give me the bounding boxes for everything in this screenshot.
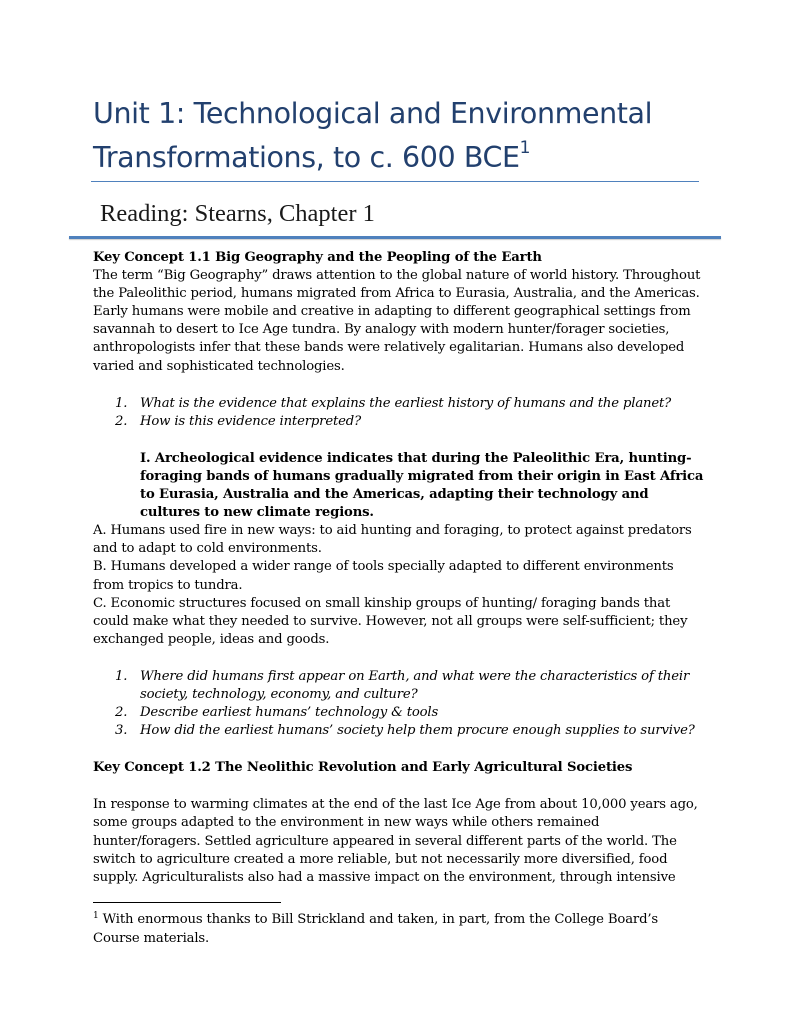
- point-b: B. Humans developed a wider range of tools specially adapted to different environments from tropics to tundra.: [93, 559, 674, 593]
- footnote: [93, 911, 693, 948]
- list-number: 2.: [115, 413, 128, 429]
- list-number: 1.: [115, 395, 128, 411]
- claim-paragraph: I. Archeological evidence indicates that during the Paleolithic Era, hunting-foraging bands of humans gradually migrated from their origin in East Africa to Eurasia, Australia and the Americas, adapting their technology and cultures to new climate regions.: [140, 450, 704, 521]
- list-item: [93, 395, 708, 413]
- question-text: How did the earliest humans’ society help them procure enough supplies to survive?: [140, 723, 695, 739]
- key-concept-1-heading: Key Concept 1.1 Big Geography and the Peopling of the Earth: [93, 250, 542, 265]
- question-text: What is the evidence that explains the earliest history of humans and the planet?: [140, 395, 672, 411]
- question-list-1: [93, 395, 708, 431]
- key-concept-1-intro: The term “Big Geography” draws attention to the global nature of world history. Throughout the Paleolithic period, humans migrated from Africa to Eurasia, Australia, and the Americas. Early humans were mobile and creative in adapting to different geographical settings from savannah to desert to Ice Age tundra. By analogy with modern hunter/forager societies, anthropologists infer that these bands were relatively egalitarian. Humans also developed varied and sophisticated technologies.: [93, 268, 701, 374]
- list-number: 3.: [115, 723, 128, 739]
- footnote-divider: [93, 902, 281, 903]
- list-number: 2.: [115, 705, 128, 721]
- title-line-2-text: Transformations, to c. 600 BCE: [93, 141, 520, 174]
- document-body: [93, 249, 708, 887]
- title-line-1: Unit 1: Technological and Environmental: [93, 97, 653, 130]
- title-footnote-mark[interactable]: 1: [519, 138, 531, 158]
- list-item: [93, 722, 708, 740]
- list-number: 1.: [115, 668, 128, 684]
- question-text: How is this evidence interpreted?: [140, 413, 361, 429]
- list-item: [93, 668, 708, 704]
- list-item: [93, 413, 708, 431]
- point-c: C. Economic structures focused on small kinship groups of hunting/ foraging bands that could make what they needed to survive. However, not all groups were self-sufficient; they exchanged people, ideas and goods.: [93, 595, 688, 647]
- page-title: [93, 92, 713, 184]
- key-concept-2-heading: Key Concept 1.2 The Neolithic Revolution and Early Agricultural Societies: [93, 760, 633, 776]
- key-concept-2-text: In response to warming climates at the end of the last Ice Age from about 10,000 years ago, some groups adapted to the environment in new ways while others remained hunter/foragers. Settled agriculture appeared in several different parts of the world. The switch to agriculture created a more reliable, but not necessarily more diversified, food supply. Agriculturalists also had a massive impact on the environment, through intensive: [93, 797, 698, 885]
- title-line-2: [93, 136, 713, 184]
- title-divider: [91, 181, 699, 182]
- subtitle-divider: [69, 236, 721, 239]
- question-text: Where did humans first appear on Earth, and what were the characteristics of their society, technology, economy, and culture?: [140, 668, 690, 702]
- footnote-mark: 1: [93, 911, 99, 921]
- point-a: A. Humans used fire in new ways: to aid hunting and foraging, to protect against predators and to adapt to cold environments.: [93, 523, 692, 557]
- question-list-2: [93, 668, 708, 740]
- footnote-text: With enormous thanks to Bill Strickland and taken, in part, from the College Board’s Course materials.: [93, 912, 659, 947]
- reading-subtitle: Reading: Stearns, Chapter 1: [100, 200, 375, 227]
- question-text: Describe earliest humans’ technology & tools: [140, 705, 439, 721]
- list-item: [93, 704, 708, 722]
